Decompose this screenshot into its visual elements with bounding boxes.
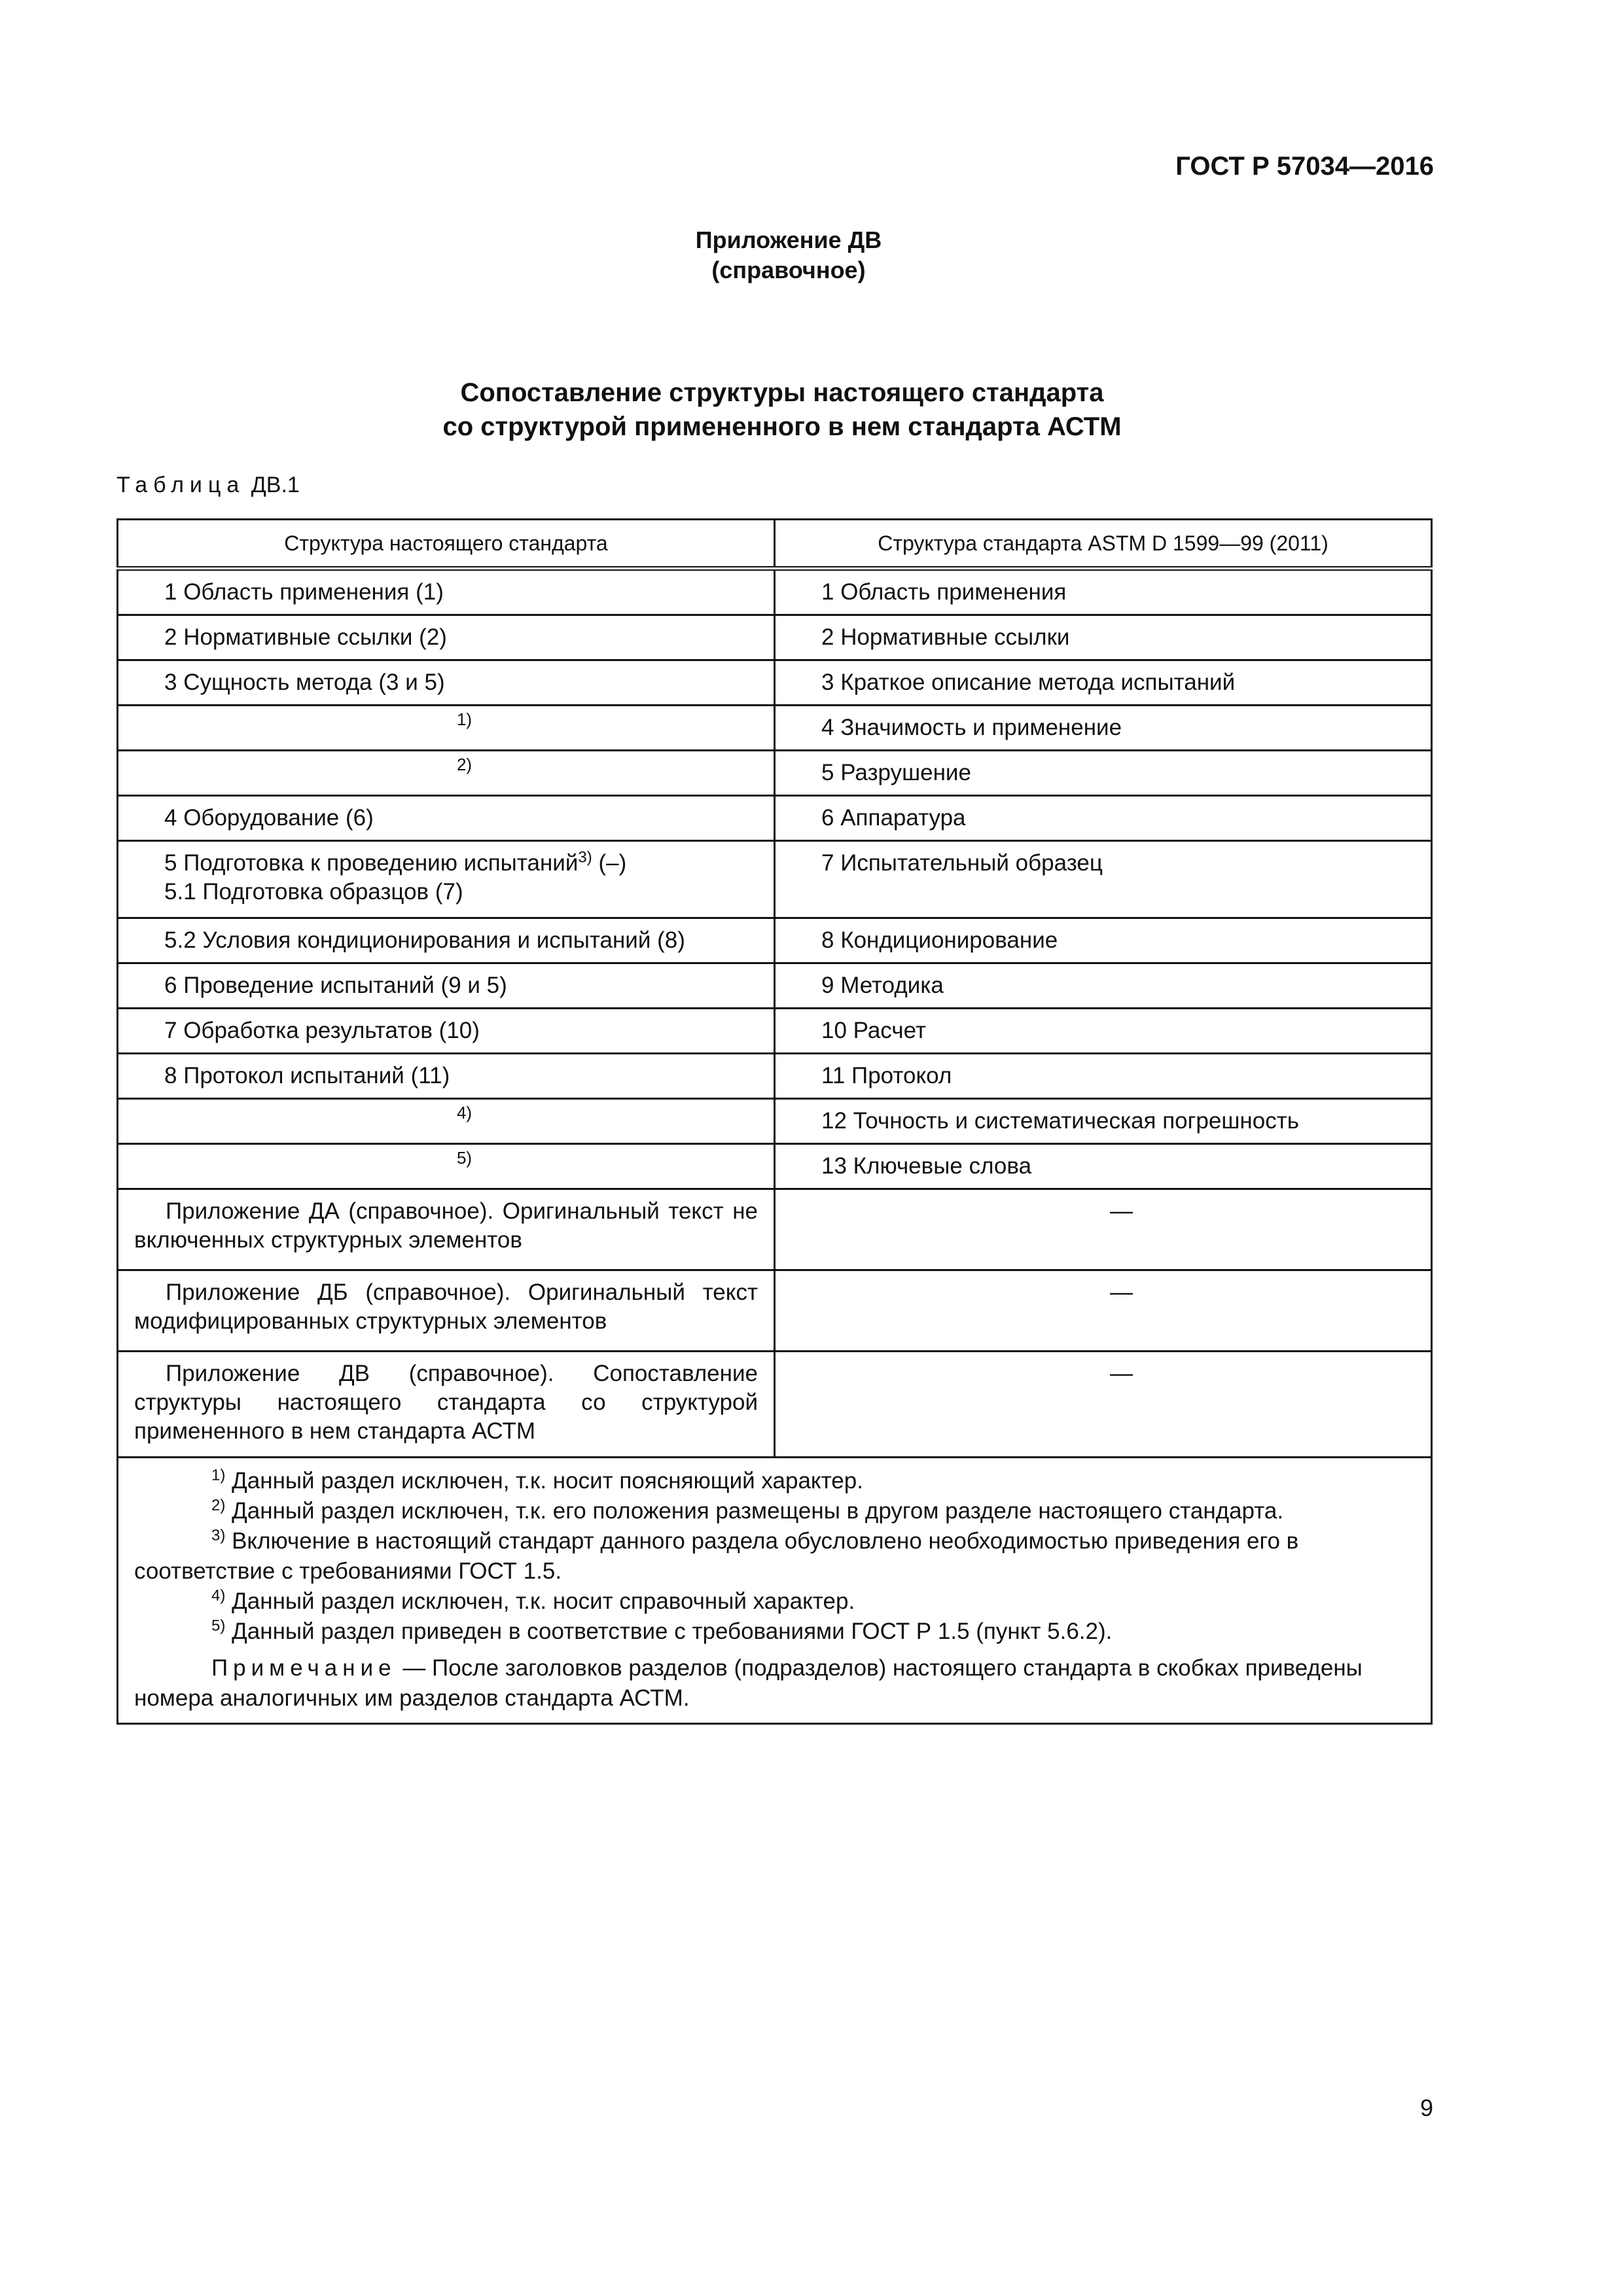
footnote-text: Данный раздел исключен, т.к. носит справочный характер.: [232, 1588, 855, 1614]
left-cell-text: 5 Подготовка к проведению испытаний: [164, 850, 579, 876]
left-cell-footnote-ref: [118, 751, 775, 796]
page-number: 9: [1419, 2094, 1433, 2121]
right-cell: 2 Нормативные ссылки: [775, 615, 1432, 660]
left-cell-line-1: [164, 849, 764, 878]
footnote-mark: 4): [211, 1587, 226, 1605]
footnote-ref: 5): [456, 1148, 473, 1168]
right-cell-dash: —: [775, 1352, 1432, 1458]
table-row: [118, 569, 1432, 615]
table-row: [118, 1099, 1432, 1144]
table-label-word: Таблица: [116, 473, 245, 497]
appendix-kind: (справочное): [711, 257, 866, 283]
left-cell: 7 Обработка результатов (10): [118, 1009, 775, 1054]
table-row: [118, 1054, 1432, 1099]
main-title-line-2: со структурой примененного в нем стандарта АСТМ: [442, 412, 1122, 441]
right-cell: 10 Расчет: [775, 1009, 1432, 1054]
left-cell-footnote-ref: [118, 1099, 775, 1144]
table-note: [134, 1653, 1415, 1713]
main-title-line-1: Сопоставление структуры настоящего стандарта: [460, 378, 1104, 407]
left-cell: 8 Протокол испытаний (11): [118, 1054, 775, 1099]
left-cell: Приложение ДВ (справочное). Сопоставление структуры настоящего стандарта со структурой примененного в нем стандарта АСТМ: [118, 1352, 775, 1458]
footnote-item: [134, 1617, 1415, 1647]
document-code: ГОСТ Р 57034—2016: [1175, 152, 1434, 181]
table-label-number: ДВ.1: [251, 473, 300, 497]
table-row: [118, 615, 1432, 660]
footnote-ref: 4): [456, 1103, 473, 1122]
table-note-label: Примечание: [211, 1655, 397, 1681]
left-cell: 5.2 Условия кондиционирования и испытаний (8): [118, 918, 775, 963]
table-row: [118, 751, 1432, 796]
right-cell: 9 Методика: [775, 963, 1432, 1009]
footnote-item: [134, 1496, 1415, 1526]
right-cell: 6 Аппаратура: [775, 796, 1432, 841]
table-row: [118, 963, 1432, 1009]
left-cell: 4 Оборудование (6): [118, 796, 775, 841]
left-cell: Приложение ДБ (справочное). Оригинальный текст модифицированных структурных элементов: [118, 1270, 775, 1352]
left-cell: 6 Проведение испытаний (9 и 5): [118, 963, 775, 1009]
footnote-ref: 2): [456, 755, 473, 774]
left-cell: 2 Нормативные ссылки (2): [118, 615, 775, 660]
right-cell: 1 Область применения: [775, 569, 1432, 615]
right-cell: 4 Значимость и применение: [775, 706, 1432, 751]
right-cell-dash: —: [775, 1189, 1432, 1270]
footnote-ref: 3): [578, 848, 592, 867]
right-cell: 11 Протокол: [775, 1054, 1432, 1099]
appendix-title: Приложение ДВ: [695, 226, 882, 253]
footnote-ref: 1): [456, 709, 473, 729]
footnote-mark: 3): [211, 1526, 226, 1545]
footnote-item: [134, 1466, 1415, 1496]
table-row: [118, 1009, 1432, 1054]
header-cell-this-standard: Структура настоящего стандарта: [118, 520, 775, 569]
right-cell: 7 Испытательный образец: [775, 841, 1432, 918]
table-row: [118, 1352, 1432, 1458]
table-row: [118, 1144, 1432, 1189]
footnote-mark: 1): [211, 1466, 226, 1484]
comparison-table: [116, 518, 1433, 1725]
left-cell: 1 Область применения (1): [118, 569, 775, 615]
header-cell-astm-standard: Структура стандарта ASTM D 1599—99 (2011): [775, 520, 1432, 569]
table-label: [116, 473, 300, 498]
footnotes-cell: [118, 1458, 1432, 1724]
footnote-item: [134, 1587, 1415, 1617]
table-header-row: [118, 520, 1432, 569]
right-cell: 12 Точность и систематическая погрешность: [775, 1099, 1432, 1144]
table-row: [118, 660, 1432, 706]
right-cell: 5 Разрушение: [775, 751, 1432, 796]
table-row: [118, 1270, 1432, 1352]
left-cell: Приложение ДА (справочное). Оригинальный текст не включенных структурных элементов: [118, 1189, 775, 1270]
left-cell: [118, 841, 775, 918]
right-cell: 8 Кондиционирование: [775, 918, 1432, 963]
table-row: [118, 706, 1432, 751]
table-note-text: — После заголовков разделов (подразделов) настоящего стандарта в скобках приведены номера аналогичных им разделов стандарта АСТМ.: [134, 1655, 1363, 1711]
footnote-text: Данный раздел приведен в соответствие с требованиями ГОСТ Р 1.5 (пункт 5.6.2).: [232, 1619, 1113, 1644]
table-row: [118, 918, 1432, 963]
footnote-text: Данный раздел исключен, т.к. его положения размещены в другом разделе настоящего стандарта.: [232, 1498, 1284, 1524]
right-cell: 3 Краткое описание метода испытаний: [775, 660, 1432, 706]
left-cell: 3 Сущность метода (3 и 5): [118, 660, 775, 706]
table-row: [118, 796, 1432, 841]
footnote-mark: 2): [211, 1496, 226, 1515]
left-cell-line-2: 5.1 Подготовка образцов (7): [164, 879, 463, 905]
footnote-text: Данный раздел исключен, т.к. носит поясняющий характер.: [232, 1468, 863, 1494]
right-cell: 13 Ключевые слова: [775, 1144, 1432, 1189]
table-footnotes-row: [118, 1458, 1432, 1724]
table-row: [118, 1189, 1432, 1270]
footnote-mark: 5): [211, 1617, 226, 1635]
left-cell-footnote-ref: [118, 1144, 775, 1189]
left-cell-tail: (–): [592, 850, 627, 876]
footnote-item: [134, 1526, 1415, 1587]
footnote-text: Включение в настоящий стандарт данного раздела обусловлено необходимостью приведения его в соответствие с требованиями ГОСТ 1.5.: [134, 1528, 1299, 1584]
table-row: [118, 841, 1432, 918]
left-cell-footnote-ref: [118, 706, 775, 751]
right-cell-dash: —: [775, 1270, 1432, 1352]
